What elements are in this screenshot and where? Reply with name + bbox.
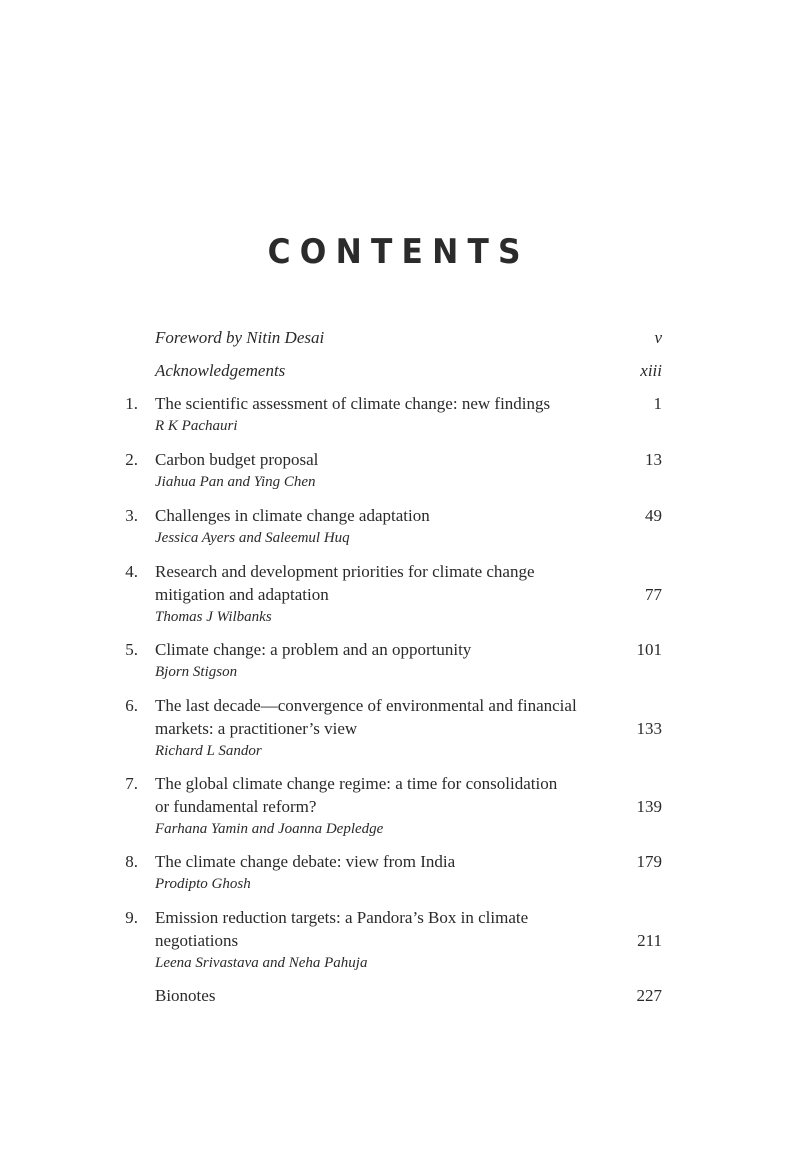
chapter-author: Prodipto Ghosh — [155, 876, 251, 892]
chapter-title: Challenges in climate change adaptation — [155, 506, 430, 525]
chapter-number: 5. — [125, 640, 138, 659]
page-number: 227 — [636, 986, 662, 1005]
toc-entry-foreword[interactable] — [0, 326, 790, 359]
chapter-number: 8. — [125, 852, 138, 871]
chapter-number: 9. — [125, 908, 138, 927]
chapter-author: Bjorn Stigson — [155, 664, 238, 680]
chapter-title: Carbon budget proposal — [155, 450, 319, 469]
page-number: 13 — [645, 450, 662, 469]
entry-title: Acknowledgements — [155, 361, 286, 380]
chapter-author: Richard L Sandor — [155, 743, 262, 759]
page-number: xiii — [640, 361, 662, 380]
chapter-number: 6. — [125, 696, 138, 715]
toc-entry-chapter-4[interactable] — [0, 560, 790, 638]
chapter-author: Jessica Ayers and Saleemul Huq — [155, 530, 350, 546]
entry-title: Foreword by Nitin Desai — [155, 328, 325, 347]
page-number: 211 — [637, 931, 662, 950]
chapter-title-continued: markets: a practitioner’s view — [155, 719, 358, 738]
toc-entry-chapter-8[interactable] — [0, 850, 790, 906]
chapter-title-continued: negotiations — [155, 931, 239, 950]
page-number: v — [654, 328, 662, 347]
toc-entry-chapter-2[interactable] — [0, 448, 790, 504]
chapter-number: 4. — [125, 562, 138, 581]
chapter-title: The last decade—convergence of environmental and financial — [155, 696, 577, 715]
toc-entry-chapter-9[interactable] — [0, 906, 790, 984]
chapter-title: Research and development priorities for climate change — [155, 562, 535, 581]
chapter-author: Jiahua Pan and Ying Chen — [155, 474, 316, 490]
chapter-number: 3. — [125, 506, 138, 525]
page-number: 77 — [645, 585, 662, 604]
chapter-title-continued: or fundamental reform? — [155, 797, 317, 816]
chapter-title: Emission reduction targets: a Pandora’s Box in climate — [155, 908, 529, 927]
toc-entry-chapter-5[interactable] — [0, 638, 790, 694]
page-number: 139 — [636, 797, 662, 816]
table-of-contents — [0, 326, 790, 1014]
entry-title: Bionotes — [155, 986, 216, 1005]
chapter-title: The scientific assessment of climate change: new findings — [155, 394, 551, 413]
chapter-author: Leena Srivastava and Neha Pahuja — [155, 955, 368, 971]
page-number: 101 — [636, 640, 662, 659]
page-title: CONTENTS — [267, 232, 530, 272]
toc-entry-acknowledgements[interactable] — [0, 359, 790, 392]
toc-entry-bionotes[interactable] — [0, 984, 790, 1014]
chapter-title-continued: mitigation and adaptation — [155, 585, 329, 604]
toc-entry-chapter-1[interactable] — [0, 392, 790, 448]
toc-entry-chapter-3[interactable] — [0, 504, 790, 560]
chapter-title: Climate change: a problem and an opportunity — [155, 640, 472, 659]
page-number: 49 — [645, 506, 662, 525]
chapter-author: Thomas J Wilbanks — [155, 609, 272, 625]
chapter-number: 1. — [125, 394, 138, 413]
chapter-number: 2. — [125, 450, 138, 469]
chapter-author: R K Pachauri — [155, 418, 238, 434]
page-number: 1 — [653, 394, 662, 413]
chapter-author: Farhana Yamin and Joanna Depledge — [155, 821, 384, 837]
chapter-title: The global climate change regime: a time for consolidation — [155, 774, 558, 793]
toc-entry-chapter-6[interactable] — [0, 694, 790, 772]
page-number: 179 — [636, 852, 662, 871]
chapter-title: The climate change debate: view from India — [155, 852, 456, 871]
page-number: 133 — [636, 719, 662, 738]
toc-entry-chapter-7[interactable] — [0, 772, 790, 850]
chapter-number: 7. — [125, 774, 138, 793]
